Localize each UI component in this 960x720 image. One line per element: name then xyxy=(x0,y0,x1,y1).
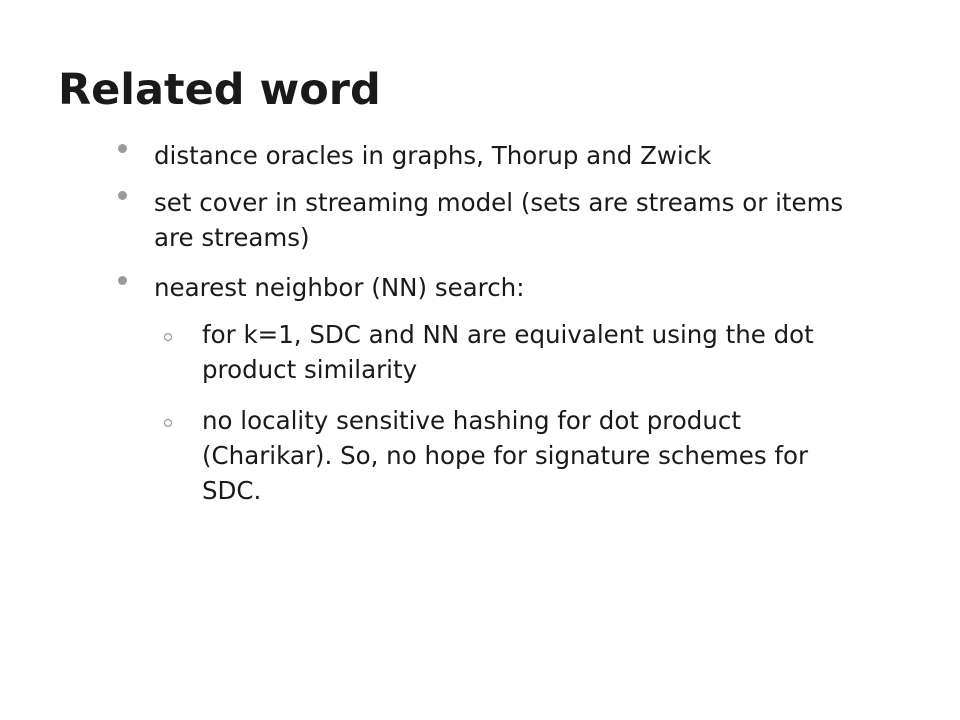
bullet-dot-icon xyxy=(118,191,127,200)
bullet-item xyxy=(154,185,854,255)
bullet-dot-icon xyxy=(118,144,127,153)
bullet-text: distance oracles in graphs, Thorup and Zwick xyxy=(154,141,712,170)
sub-bullet-item xyxy=(202,403,862,508)
sub-bullet-text: no locality sensitive hashing for dot product (Charikar). So, no hope for signature schemes for SDC. xyxy=(202,406,809,505)
bullet-text: nearest neighbor (NN) search: xyxy=(154,273,525,302)
bullet-item xyxy=(154,138,854,173)
bullet-text: set cover in streaming model (sets are streams or items are streams) xyxy=(154,188,844,252)
bullet-ring-icon xyxy=(164,419,172,427)
bullet-ring-icon xyxy=(164,333,172,341)
bullet-item xyxy=(154,270,854,305)
sub-bullet-text: for k=1, SDC and NN are equivalent using the dot product similarity xyxy=(202,320,814,384)
bullet-dot-icon xyxy=(118,276,127,285)
sub-bullet-item xyxy=(202,317,862,387)
slide-title: Related word xyxy=(58,65,381,115)
